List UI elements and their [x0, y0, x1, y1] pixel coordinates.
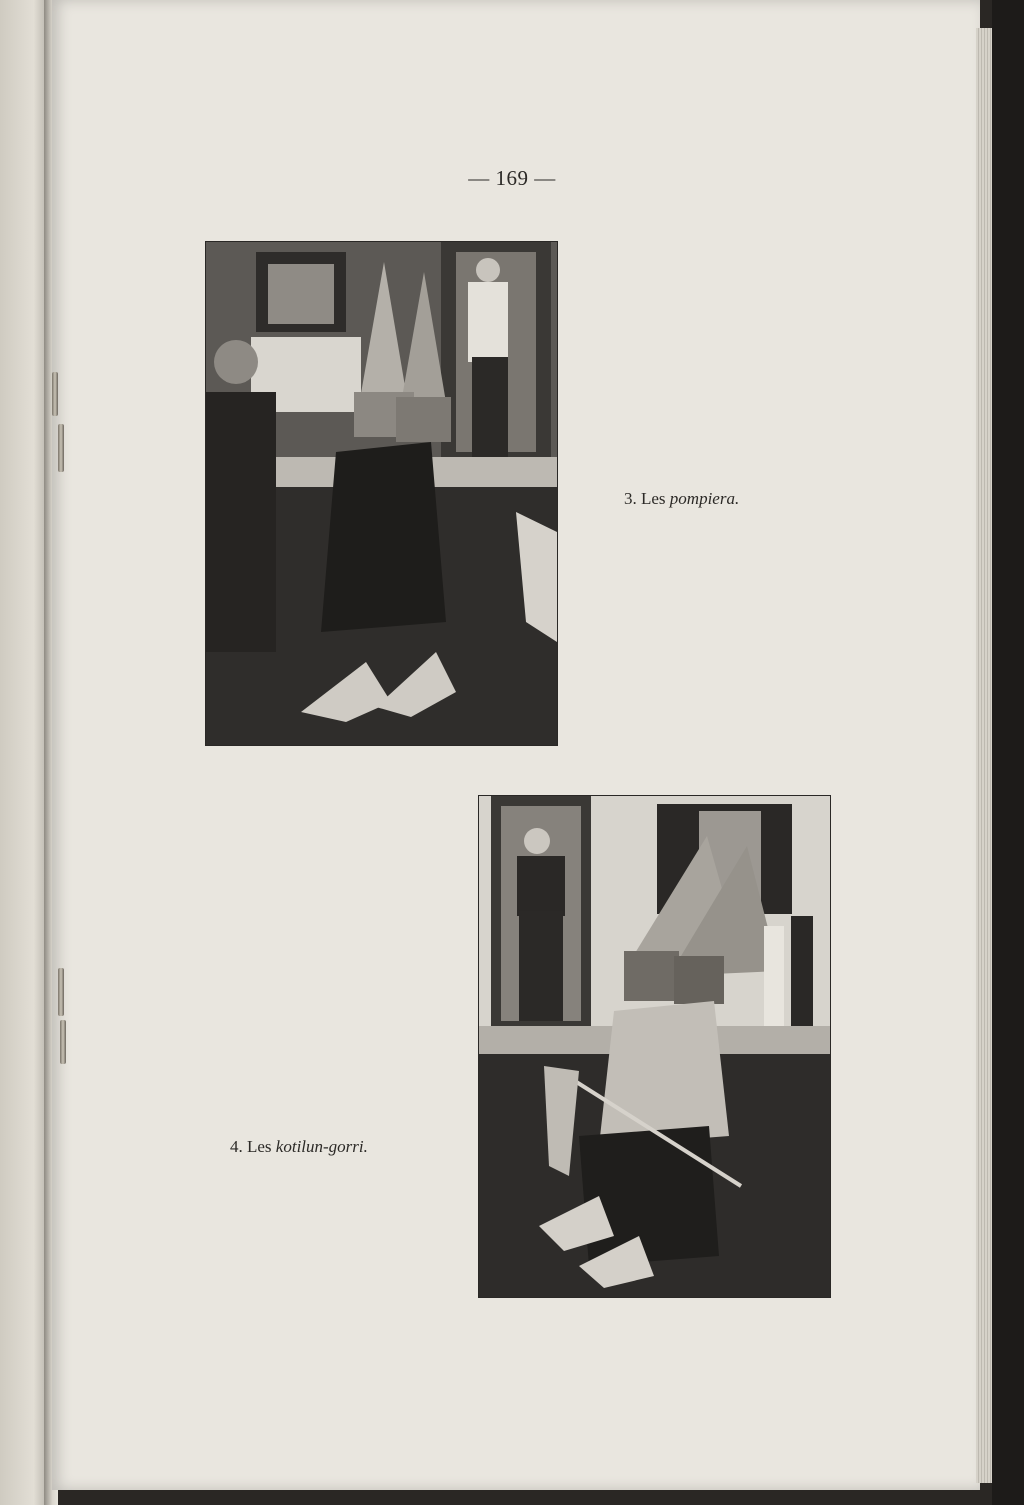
figure-3-caption-italic: pompiera. — [669, 489, 740, 508]
figure-3-image — [206, 242, 557, 745]
page-stack-edge — [976, 28, 992, 1483]
figure-4-photo — [479, 796, 830, 1297]
staple-top-lower — [58, 424, 64, 472]
figure-3-caption — [624, 489, 739, 509]
figure-4-caption — [230, 1137, 368, 1157]
left-page-edge — [0, 0, 48, 1505]
figure-3-caption-prefix: 3. Les — [624, 489, 670, 508]
staple-bottom — [58, 968, 64, 1016]
background — [992, 0, 1024, 1505]
staple-top — [52, 372, 58, 416]
figure-4-caption-italic: kotilun-gorri. — [275, 1137, 368, 1156]
page-number: — 169 — — [468, 166, 556, 190]
figure-4-image — [479, 796, 830, 1297]
staple-bottom-lower — [60, 1020, 66, 1064]
figure-3-photo — [206, 242, 557, 745]
figure-4-caption-prefix: 4. Les — [230, 1137, 276, 1156]
